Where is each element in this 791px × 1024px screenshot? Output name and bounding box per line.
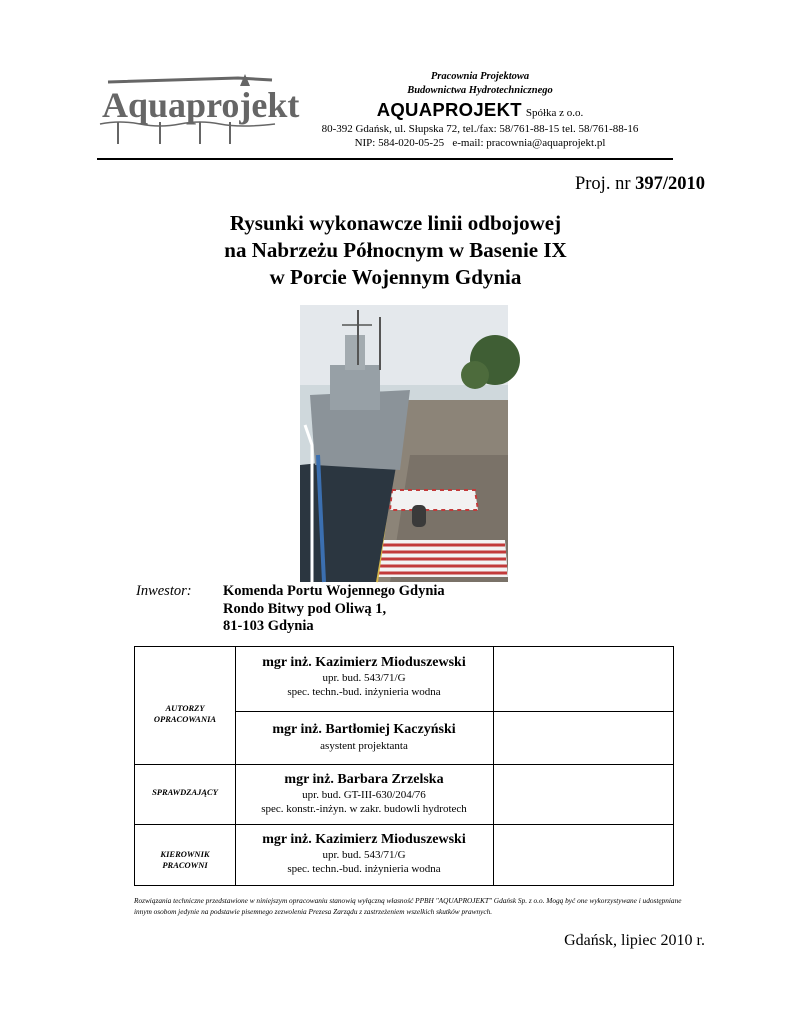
author-1-spec: spec. techn.-bud. inżynieria wodna (287, 686, 441, 698)
investor-line-3: 81-103 Gdynia (223, 618, 314, 634)
checker-name: mgr inż. Barbara Zrzelska (284, 772, 444, 787)
author-1-name: mgr inż. Kazimierz Mioduszewski (262, 655, 466, 670)
author-2-role: asystent projektanta (320, 740, 408, 752)
company-form: Spółka z o.o. (525, 107, 584, 119)
author-1-license: upr. bud. 543/71/G (322, 672, 406, 684)
author-2-name: mgr inż. Bartłomiej Kaczyński (272, 722, 456, 737)
role-checker: SPRAWDZAJĄCY (152, 787, 218, 797)
role-head: KIEROWNIK PRACOWNI (160, 849, 210, 870)
company-logo (100, 72, 300, 147)
title-line-2: na Nabrzeżu Północnym w Basenie IX (224, 238, 567, 262)
checker-license: upr. bud. GT-III-630/204/76 (302, 789, 426, 801)
fender-mat-1 (390, 490, 478, 510)
project-number (575, 174, 705, 195)
header-line-1: Pracownia Projektowa (430, 71, 530, 82)
head-spec: spec. techn.-bud. inżynieria wodna (287, 863, 441, 875)
legal-disclaimer: Rozwiązania techniczne przedstawione w niniejszym opracowaniu stanowią wyłączną własność PPBH "AQUAPROJEKT" Gdańsk Sp. z o.o. Mogą być one wykorzystywane i udostępniane innym osobom jedynie na podstawie pisemnego zezwolenia Prezesa Zarządu z zastrzeżeniem wszelkich skutków prawnych. (134, 896, 682, 916)
project-number-value: 397/2010 (635, 174, 705, 194)
logo-lettering: Aquaprojekt (102, 85, 300, 125)
author-2 (235, 711, 493, 764)
company-address: 80-392 Gdańsk, ul. Słupska 72, tel./fax: 58/761-88-15 tel. 58/761-88-16 (321, 123, 639, 135)
title-line-1: Rysunki wykonawcze linii odbojowej (229, 211, 562, 235)
author-1 (235, 647, 493, 711)
head-license: upr. bud. 543/71/G (322, 849, 406, 861)
head-of-office (235, 824, 493, 885)
header-line-2: Budownictwa Hydrotechnicznego (407, 85, 553, 96)
title-line-3: w Porcie Wojennym Gdynia (269, 265, 522, 289)
header-divider (97, 158, 673, 160)
quay-photo (300, 305, 508, 582)
project-label: Proj. nr (574, 174, 631, 194)
company-title: AQUAPROJEKT (376, 99, 522, 120)
authors-table (134, 646, 674, 886)
investor-line-1: Komenda Portu Wojennego Gdynia (223, 583, 445, 599)
document-title (0, 210, 791, 291)
fender-mat-2 (374, 540, 508, 577)
table-divider (493, 647, 494, 885)
company-name (300, 99, 660, 121)
investor-details (223, 583, 445, 636)
checker-spec: spec. konstr.-inżyn. w zakr. budowli hydrotech (261, 803, 467, 815)
head-name: mgr inż. Kazimierz Mioduszewski (262, 832, 466, 847)
place-and-date: Gdańsk, lipiec 2010 r. (564, 932, 705, 949)
investor-line-2: Rondo Bitwy pod Oliwą 1, (223, 600, 387, 617)
investor-label: Inwestor: (136, 583, 192, 599)
checker (235, 764, 493, 824)
role-authors: AUTORZY OPRACOWANIA (153, 703, 217, 724)
company-nip-email: NIP: 584-020-05-25 e-mail: pracownia@aquaprojekt.pl (354, 137, 606, 149)
